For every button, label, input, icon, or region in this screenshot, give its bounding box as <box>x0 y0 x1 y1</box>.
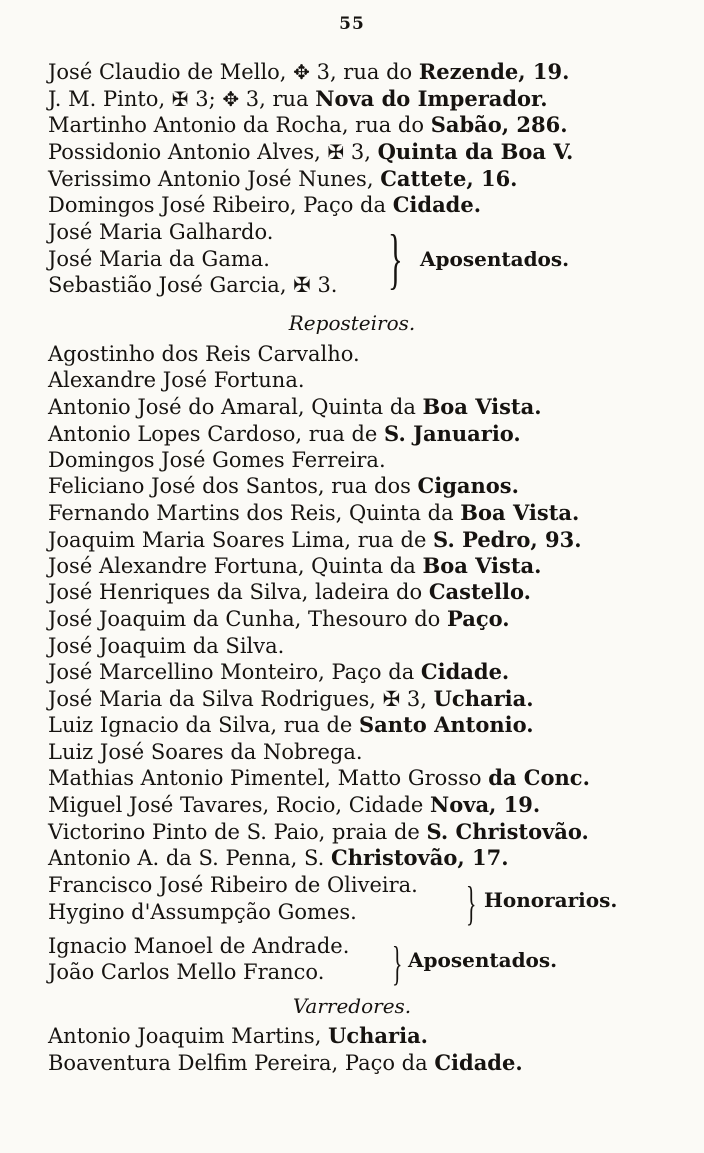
entry-line: Feliciano José dos Santos, rua dos Ciganos. <box>48 473 519 498</box>
entry-line: Joaquim Maria Soares Lima, rua de S. Pedro, 93. <box>48 527 582 552</box>
group-label: Aposentados. <box>420 247 570 271</box>
section-heading: Varredores. <box>292 994 412 1018</box>
entry-line: José Joaquim da Cunha, Thesouro do Paço. <box>48 606 510 631</box>
entry-line: José Alexandre Fortuna, Quinta da Boa Vista. <box>48 553 542 578</box>
entry-line: José Claudio de Mello, ✥ 3, rua do Rezende, 19. <box>48 59 570 84</box>
entry-line: José Henriques da Silva, ladeira do Castello. <box>48 579 531 604</box>
entry-line: Victorino Pinto de S. Paio, praia de S. Christovão. <box>48 819 589 844</box>
aposentado-name: Ignacio Manoel de Andrade. <box>48 934 350 958</box>
entry-line: Luiz José Soares da Nobrega. <box>48 740 363 764</box>
entry-line: Fernando Martins dos Reis, Quinta da Boa Vista. <box>48 500 580 525</box>
section-heading: Reposteiros. <box>288 311 416 335</box>
entry-line: Antonio José do Amaral, Quinta da Boa Vista. <box>48 394 542 419</box>
aposentado-name: João Carlos Mello Franco. <box>48 960 325 984</box>
aposentado-name: José Maria da Gama. <box>48 247 270 271</box>
entry-line: José Marcellino Monteiro, Paço da Cidade. <box>48 659 510 684</box>
order-cross-icon: ✠ <box>327 140 345 164</box>
entry-line: Boaventura Delfim Pereira, Paço da Cidade. <box>48 1050 523 1075</box>
honorario-name: Hygino d'Assumpção Gomes. <box>48 900 357 924</box>
right-brace-icon: } <box>466 877 477 930</box>
group-label: Honorarios. <box>484 888 618 912</box>
entry-line: Verissimo Antonio José Nunes, Cattete, 16. <box>48 166 518 191</box>
entry-line: Domingos José Gomes Ferreira. <box>48 448 386 472</box>
order-cross-icon: ✥ <box>293 60 310 84</box>
entry-line: Luiz Ignacio da Silva, rua de Santo Antonio. <box>48 712 534 737</box>
entry-line: J. M. Pinto, ✠ 3; ✥ 3, rua Nova do Imperador. <box>48 86 548 111</box>
entry-line: Miguel José Tavares, Rocio, Cidade Nova, 19. <box>48 792 541 817</box>
entry-line: Martinho Antonio da Rocha, rua do Sabão, 286. <box>48 112 568 137</box>
entry-line: Agostinho dos Reis Carvalho. <box>48 342 360 366</box>
right-brace-icon: } <box>388 220 403 296</box>
entry-line: José Joaquim da Silva. <box>48 634 285 658</box>
entry-line: Alexandre José Fortuna. <box>48 368 305 392</box>
aposentado-name: Sebastião José Garcia, ✠ 3. <box>48 273 338 297</box>
order-cross-icon: ✠ <box>171 87 189 111</box>
group-label: Aposentados. <box>408 948 558 972</box>
entry-line: Possidonio Antonio Alves, ✠ 3, Quinta da Boa V. <box>48 139 574 164</box>
entry-line: Antonio Joaquim Martins, Ucharia. <box>48 1023 428 1048</box>
order-cross-icon: ✥ <box>222 87 240 111</box>
aposentado-name: José Maria Galhardo. <box>48 220 274 244</box>
right-brace-icon: } <box>392 937 403 990</box>
entry-line: Domingos José Ribeiro, Paço da Cidade. <box>48 192 482 217</box>
entry-line: Antonio Lopes Cardoso, rua de S. Januario. <box>48 421 521 446</box>
page-number: 55 <box>339 14 365 34</box>
entry-line: Antonio A. da S. Penna, S. Christovão, 17. <box>48 845 509 870</box>
honorario-name: Francisco José Ribeiro de Oliveira. <box>48 873 418 897</box>
entry-line: Mathias Antonio Pimentel, Matto Grosso da Conc. <box>48 765 590 790</box>
entry-line: José Maria da Silva Rodrigues, ✠ 3, Ucharia. <box>48 686 534 711</box>
